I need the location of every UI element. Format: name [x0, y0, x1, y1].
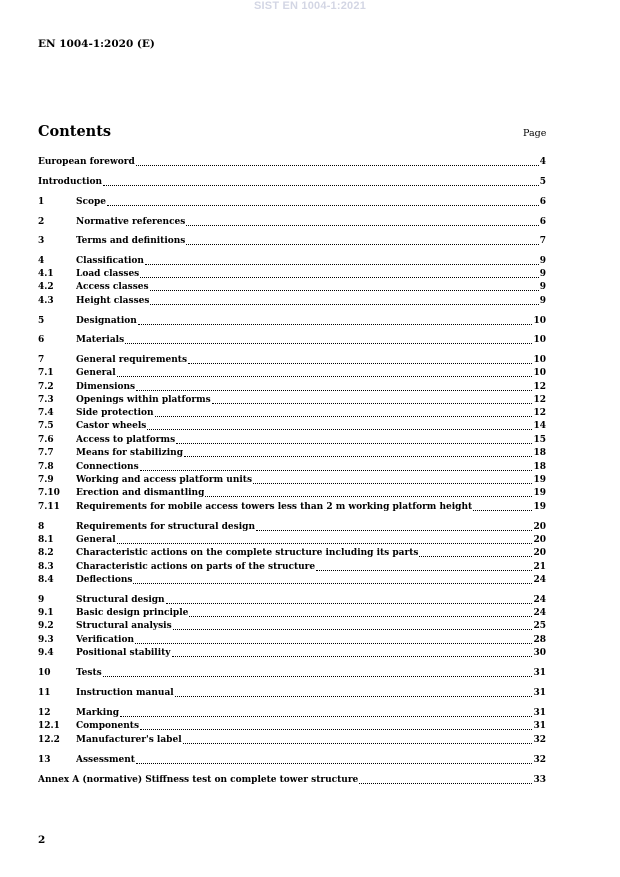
- dot-leader: [186, 236, 538, 245]
- toc-entry-title: Means for stabilizing: [76, 448, 183, 458]
- toc-entry-number: 13: [38, 755, 51, 765]
- toc-entry-title: Instruction manual: [76, 688, 174, 698]
- toc-entry-title: Requirements for mobile access towers less than 2 m working platform height: [76, 502, 473, 512]
- toc-entry-number: 2: [38, 217, 45, 227]
- toc-entry-number: 12: [38, 708, 51, 718]
- toc-entry-title: General: [76, 535, 116, 545]
- toc-entry-page: 10: [533, 316, 546, 326]
- toc-entry[interactable]: [38, 575, 546, 586]
- toc-entry-number: 7: [38, 355, 45, 365]
- toc-entry-page: 4: [539, 157, 546, 167]
- toc-entry[interactable]: [38, 755, 546, 766]
- toc-entry-title: Working and access platform units: [76, 475, 253, 485]
- toc-entry-page: 10: [533, 368, 546, 378]
- toc-entry-page: 6: [539, 197, 546, 207]
- toc-entry[interactable]: [38, 395, 546, 406]
- toc-entry[interactable]: [38, 688, 546, 699]
- toc-entry-title: Characteristic actions on the complete structure including its parts: [76, 548, 419, 558]
- toc-entry[interactable]: [38, 197, 546, 208]
- toc-entry-page: 25: [533, 621, 546, 631]
- toc-entry-title: Materials: [76, 335, 125, 345]
- toc-entry-number: 5: [38, 316, 45, 326]
- toc-entry-page: 28: [533, 635, 546, 645]
- toc-entry-number: 7.10: [38, 488, 60, 498]
- toc-entry-title: Scope: [76, 197, 107, 207]
- toc-entry-title: Classification: [76, 256, 144, 266]
- toc-entry-title: Terms and definitions: [76, 236, 186, 246]
- dot-leader: [473, 502, 532, 511]
- toc-entry-title: Dimensions: [76, 382, 136, 392]
- toc-entry[interactable]: [38, 621, 546, 632]
- dot-leader: [188, 355, 532, 364]
- toc-entry-title: European foreword: [38, 157, 135, 167]
- toc-entry[interactable]: [38, 435, 546, 446]
- dot-leader: [253, 475, 532, 484]
- dot-leader: [419, 548, 532, 557]
- document-id: EN 1004-1:2020 (E): [38, 38, 155, 50]
- toc-entry-page: 19: [533, 502, 546, 512]
- toc-entry-number: 7.11: [38, 502, 60, 512]
- dot-leader: [150, 282, 539, 291]
- toc-entry-number: 4.2: [38, 282, 54, 292]
- toc-entry-title: Load classes: [76, 269, 140, 279]
- dot-leader: [140, 269, 538, 278]
- toc-entry-number: 4: [38, 256, 45, 266]
- dot-leader: [205, 488, 532, 497]
- toc-entry-number: 10: [38, 668, 51, 678]
- dot-leader: [166, 595, 533, 604]
- toc-entry[interactable]: [38, 488, 546, 499]
- toc-entry-page: 19: [533, 488, 546, 498]
- toc-entry-title: Manufacturer's label: [76, 735, 182, 745]
- toc-entry[interactable]: [38, 382, 546, 393]
- toc-entry[interactable]: [38, 217, 546, 228]
- dot-leader: [125, 335, 532, 344]
- dot-leader: [147, 421, 532, 430]
- toc-entry[interactable]: [38, 595, 546, 606]
- toc-entry-title: Castor wheels: [76, 421, 147, 431]
- dot-leader: [138, 316, 533, 325]
- toc-entry-page: 9: [539, 296, 546, 306]
- toc-entry[interactable]: [38, 316, 546, 327]
- toc-entry-title: Annex A (normative) Stiffness test on complete tower structure: [38, 775, 359, 785]
- dot-leader: [140, 721, 532, 730]
- toc-entry-page: 31: [533, 668, 546, 678]
- dot-leader: [107, 197, 539, 206]
- toc-entry-page: 24: [533, 575, 546, 585]
- toc-entry-page: 9: [539, 269, 546, 279]
- toc-entry-page: 9: [539, 256, 546, 266]
- toc-entry[interactable]: [38, 668, 546, 679]
- toc-entry-number: 12.1: [38, 721, 60, 731]
- toc-entry[interactable]: [38, 368, 546, 379]
- toc-entry[interactable]: [38, 256, 546, 267]
- toc-entry[interactable]: [38, 775, 546, 786]
- toc-entry-title: Designation: [76, 316, 137, 326]
- toc-entry-number: 12.2: [38, 735, 60, 745]
- toc-entry-page: 21: [533, 562, 546, 572]
- toc-entry-page: 31: [533, 708, 546, 718]
- toc-entry-page: 19: [533, 475, 546, 485]
- toc-entry[interactable]: [38, 635, 546, 646]
- dot-leader: [212, 395, 533, 404]
- toc-entry[interactable]: [38, 735, 546, 746]
- toc-entry[interactable]: [38, 608, 546, 619]
- toc-entry-title: Openings within platforms: [76, 395, 211, 405]
- dot-leader: [173, 621, 533, 630]
- dot-leader: [172, 648, 533, 657]
- toc-entry-title: Structural design: [76, 595, 165, 605]
- toc-entry-number: 9.2: [38, 621, 54, 631]
- toc-entry-title: Assessment: [76, 755, 135, 765]
- toc-entry-title: Erection and dismantling: [76, 488, 205, 498]
- toc-entry-number: 8.2: [38, 548, 54, 558]
- toc-entry-number: 8.1: [38, 535, 54, 545]
- toc-entry[interactable]: [38, 269, 546, 280]
- toc-entry-title: Deflections: [76, 575, 133, 585]
- dot-leader: [155, 408, 533, 417]
- toc-entry-page: 12: [533, 408, 546, 418]
- toc-entry-page: 31: [533, 688, 546, 698]
- toc-entry-title: Components: [76, 721, 140, 731]
- toc-entry-number: 7.2: [38, 382, 54, 392]
- dot-leader: [186, 217, 538, 226]
- toc-entry-title: Tests: [76, 668, 102, 678]
- toc-entry-title: Introduction: [38, 177, 103, 187]
- toc-entry[interactable]: [38, 282, 546, 293]
- toc-entry-page: 20: [533, 535, 546, 545]
- toc-entry-title: Access classes: [76, 282, 149, 292]
- dot-leader: [140, 462, 533, 471]
- toc-entry-title: Characteristic actions on parts of the structure: [76, 562, 316, 572]
- toc-entry[interactable]: [38, 708, 546, 719]
- dot-leader: [176, 435, 532, 444]
- toc-entry-number: 9.1: [38, 608, 54, 618]
- toc-entry[interactable]: [38, 721, 546, 732]
- toc-entry-number: 7.9: [38, 475, 54, 485]
- toc-entry[interactable]: [38, 236, 546, 247]
- toc-entry-title: Basic design principle: [76, 608, 189, 618]
- toc-entry-number: 4.1: [38, 269, 54, 279]
- toc-entry[interactable]: [38, 448, 546, 459]
- dot-leader: [359, 775, 532, 784]
- toc-entry-number: 7.5: [38, 421, 54, 431]
- toc-entry-page: 33: [533, 775, 546, 785]
- toc-entry-title: Height classes: [76, 296, 150, 306]
- toc-entry-page: 12: [533, 382, 546, 392]
- toc-entry-page: 15: [533, 435, 546, 445]
- toc-entry-title: Verification: [76, 635, 135, 645]
- toc-entry-page: 12: [533, 395, 546, 405]
- dot-leader: [103, 177, 539, 186]
- dot-leader: [117, 368, 533, 377]
- toc-entry[interactable]: [38, 502, 546, 513]
- toc-entry-title: Requirements for structural design: [76, 522, 255, 532]
- dot-leader: [117, 535, 533, 544]
- contents-heading: Contents: [38, 123, 112, 140]
- toc-entry-title: General: [76, 368, 116, 378]
- page-column-label: Page: [523, 128, 547, 139]
- toc-entry[interactable]: [38, 177, 546, 188]
- dot-leader: [189, 608, 532, 617]
- toc-entry-page: 6: [539, 217, 546, 227]
- toc-entry-number: 4.3: [38, 296, 54, 306]
- toc-entry-page: 9: [539, 282, 546, 292]
- toc-entry-page: 5: [539, 177, 546, 187]
- dot-leader: [135, 635, 532, 644]
- dot-leader: [316, 562, 532, 571]
- toc-entry-title: Side protection: [76, 408, 154, 418]
- toc-entry-title: Access to platforms: [76, 435, 176, 445]
- toc-entry[interactable]: [38, 475, 546, 486]
- toc-entry[interactable]: [38, 296, 546, 307]
- toc-entry-page: 14: [533, 421, 546, 431]
- dot-leader: [136, 382, 532, 391]
- toc-entry-number: 9.4: [38, 648, 54, 658]
- toc-entry-number: 7.6: [38, 435, 54, 445]
- toc-entry-title: General requirements: [76, 355, 188, 365]
- dot-leader: [145, 256, 539, 265]
- toc-entry-page: 32: [533, 755, 546, 765]
- dot-leader: [184, 448, 532, 457]
- toc-entry-number: 7.4: [38, 408, 54, 418]
- toc-entry[interactable]: [38, 335, 546, 346]
- toc-entry-number: 7.7: [38, 448, 54, 458]
- dot-leader: [150, 296, 538, 305]
- toc-entry-number: 11: [38, 688, 51, 698]
- toc-entry-page: 32: [533, 735, 546, 745]
- dot-leader: [183, 735, 533, 744]
- page-number: 2: [38, 834, 46, 846]
- toc-entry-number: 8.4: [38, 575, 54, 585]
- toc-entry-title: Connections: [76, 462, 139, 472]
- toc-entry[interactable]: [38, 421, 546, 432]
- toc-entry-number: 7.3: [38, 395, 54, 405]
- toc-entry-number: 9: [38, 595, 45, 605]
- toc-entry[interactable]: [38, 548, 546, 559]
- dot-leader: [136, 755, 533, 764]
- toc-entry[interactable]: [38, 535, 546, 546]
- toc-entry[interactable]: [38, 522, 546, 533]
- toc-entry-page: 20: [533, 548, 546, 558]
- toc-entry-page: 7: [539, 236, 546, 246]
- toc-entry[interactable]: [38, 355, 546, 366]
- toc-entry-number: 6: [38, 335, 45, 345]
- toc-entry[interactable]: [38, 648, 546, 659]
- toc-entry-page: 30: [533, 648, 546, 658]
- toc-entry[interactable]: [38, 157, 546, 168]
- dot-leader: [120, 708, 532, 717]
- toc-entry[interactable]: [38, 462, 546, 473]
- toc-entry-title: Marking: [76, 708, 120, 718]
- toc-entry-number: 9.3: [38, 635, 54, 645]
- dot-leader: [136, 157, 539, 166]
- toc-entry-page: 10: [533, 355, 546, 365]
- watermark: SIST EN 1004-1:2021: [253, 0, 367, 12]
- toc-entry-page: 24: [533, 595, 546, 605]
- toc-entry-number: 1: [38, 197, 45, 207]
- toc-entry-number: 8.3: [38, 562, 54, 572]
- toc-entry-title: Normative references: [76, 217, 186, 227]
- toc-entry-number: 8: [38, 522, 45, 532]
- dot-leader: [133, 575, 532, 584]
- toc-entry[interactable]: [38, 408, 546, 419]
- dot-leader: [175, 688, 533, 697]
- dot-leader: [256, 522, 532, 531]
- toc-entry-page: 10: [533, 335, 546, 345]
- toc-entry-number: 7.8: [38, 462, 54, 472]
- toc-entry[interactable]: [38, 562, 546, 573]
- toc-entry-title: Structural analysis: [76, 621, 172, 631]
- dot-leader: [103, 668, 533, 677]
- toc-entry-title: Positional stability: [76, 648, 171, 658]
- toc-entry-page: 20: [533, 522, 546, 532]
- toc-entry-page: 24: [533, 608, 546, 618]
- toc-entry-number: 3: [38, 236, 45, 246]
- toc-entry-number: 7.1: [38, 368, 54, 378]
- toc-entry-page: 18: [533, 462, 546, 472]
- toc-entry-page: 31: [533, 721, 546, 731]
- toc-entry-page: 18: [533, 448, 546, 458]
